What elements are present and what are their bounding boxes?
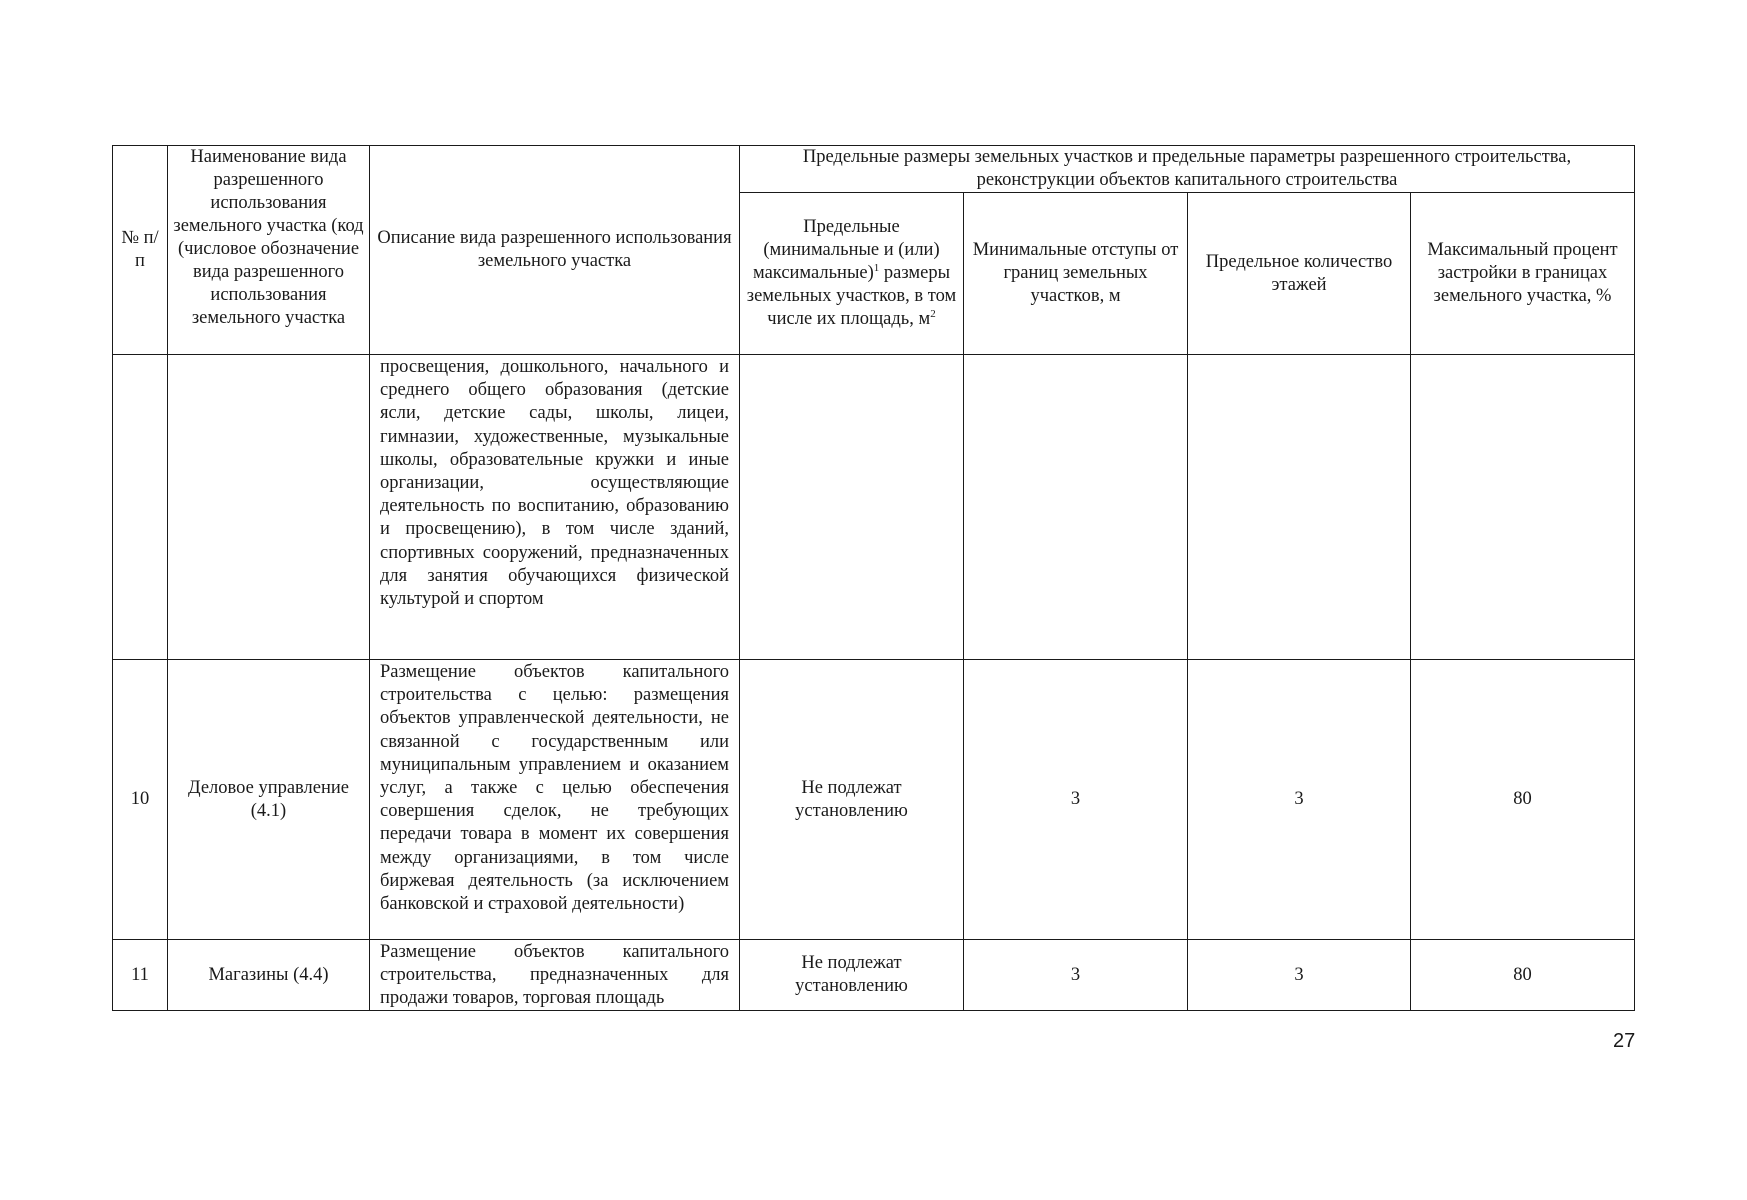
header-num: № п/п <box>113 146 168 355</box>
land-use-table <box>112 145 1635 1011</box>
cell-num: 11 <box>113 940 168 1011</box>
table-row <box>113 940 1635 1011</box>
cell-floors: 3 <box>1188 660 1411 940</box>
document-table-wrapper <box>112 145 1634 1011</box>
table-row <box>113 355 1635 660</box>
header-description: Описание вида разрешенного использования земельного участка <box>370 146 740 355</box>
cell-floors: 3 <box>1188 940 1411 1011</box>
cell-size: Не подлежат установлению <box>740 660 964 940</box>
cell-description-text: Размещение объектов капитального строительства, предназначенных для продажи товаров, торговая площадь <box>380 942 729 1009</box>
cell-description: Размещение объектов капитального строительства с целью: размещения объектов управленческой деятельности, не связанной с государственным или муниципальным управлением и оказанием услуг, а также с целью обеспечения совершения сделок, не требующих передачи товара в момент их совершения между организациями, в том числе биржевая деятельность (за исключением банковской и страховой деятельности) <box>370 660 740 940</box>
header-size-a: Предельные (минимальные и (или) максимальные) <box>753 217 940 283</box>
header-floors: Предельное количество этажей <box>1188 193 1411 355</box>
cell-setback <box>964 355 1188 660</box>
cell-size: Не подлежат установлению <box>740 940 964 1011</box>
header-coverage: Максимальный процент застройки в границах земельного участка, % <box>1411 193 1635 355</box>
page-number: 27 <box>1613 1030 1636 1052</box>
header-name: Наименование вида разрешенного использования земельного участка (код (числовое обозначение вида разрешенного использования земельного участка <box>168 146 370 355</box>
cell-setback: 3 <box>964 940 1188 1011</box>
cell-num <box>113 355 168 660</box>
cell-num: 10 <box>113 660 168 940</box>
cell-size <box>740 355 964 660</box>
table-row <box>113 660 1635 940</box>
cell-coverage: 80 <box>1411 940 1635 1011</box>
cell-name: Деловое управление (4.1) <box>168 660 370 940</box>
cell-coverage: 80 <box>1411 660 1635 940</box>
cell-coverage <box>1411 355 1635 660</box>
header-size-sup2: 2 <box>930 307 936 320</box>
cell-name <box>168 355 370 660</box>
header-size-sup: 1 <box>873 261 880 274</box>
cell-setback: 3 <box>964 660 1188 940</box>
cell-floors <box>1188 355 1411 660</box>
cell-name: Магазины (4.4) <box>168 940 370 1011</box>
header-size <box>740 193 964 355</box>
header-size-b: размеры земельных участков, в том числе их площадь, м <box>746 263 957 329</box>
header-setback: Минимальные отступы от границ земельных участков, м <box>964 193 1188 355</box>
header-group: Предельные размеры земельных участков и предельные параметры разрешенного строительства, реконструкции объектов капитального строительства <box>740 146 1635 193</box>
cell-description: просвещения, дошкольного, начального и среднего общего образования (детские ясли, детские сады, школы, лицеи, гимназии, художественные, музыкальные школы, образовательные кружки и иные организации, осуществляющие деятельность по воспитанию, образованию и просвещению), в том числе зданий, спортивных сооружений, предназначенных для занятия обучающихся физической культурой и спортом <box>370 355 740 660</box>
cell-description <box>370 940 740 1011</box>
